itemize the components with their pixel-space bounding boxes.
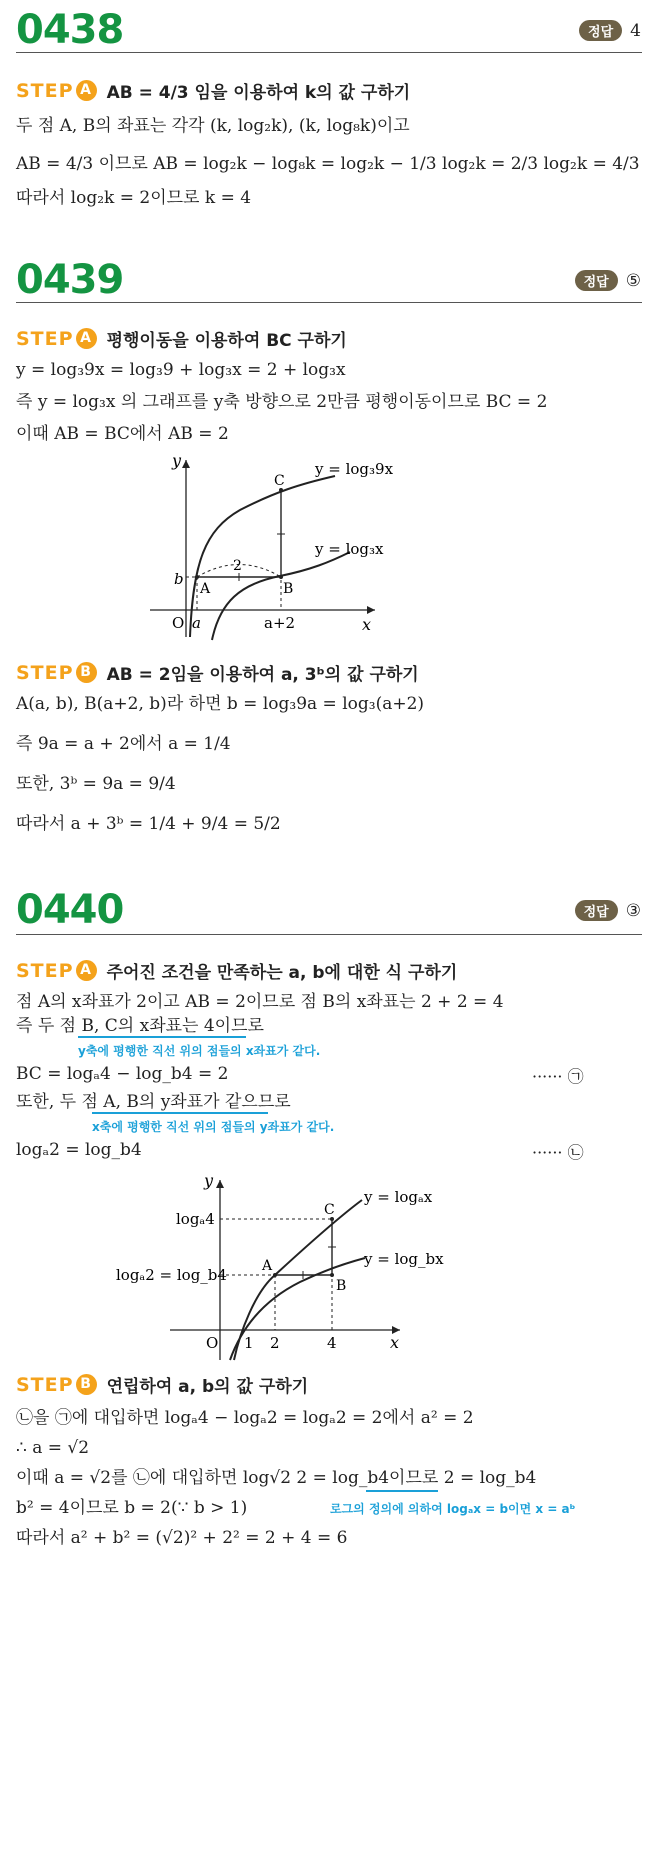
point-b-dot [279, 575, 283, 579]
step-title: 주어진 조건을 만족하는 a, b에 대한 식 구하기 [106, 963, 458, 983]
text-line: 점 A의 x좌표가 2이고 AB = 2이므로 점 B의 x좌표는 2 + 2 = 4 [16, 992, 504, 1012]
point-b-dot [330, 1273, 334, 1277]
divider [16, 52, 642, 53]
text-line: 또한, 두 점 A, B의 y좌표가 같으므로 [16, 1092, 291, 1112]
curve-log3-9x [190, 476, 335, 637]
step-heading [16, 958, 457, 983]
text-line: 이때 a = √2를 ㉡에 대입하면 log√2 2 = log_b4이므로 2 = log_b4 [16, 1468, 537, 1488]
origin-label: O [172, 614, 185, 632]
step-heading [16, 1372, 308, 1397]
note: x축에 평행한 직선 위의 점들의 y좌표가 같다. [92, 1120, 335, 1134]
step-title: AB = 2임을 이용하여 a, 3ᵇ의 값 구하기 [106, 665, 419, 685]
y-axis-arrow [182, 460, 190, 468]
step-label: STEP B [16, 1374, 97, 1396]
step-label: STEP A [16, 960, 97, 982]
y-label-top: logₐ4 [176, 1210, 215, 1228]
x-axis-arrow [367, 606, 375, 614]
tick4-label: 4 [327, 1334, 337, 1352]
step-heading [16, 660, 419, 685]
text-line: 즉 두 점 B, C의 x좌표는 4이므로 [16, 1016, 264, 1036]
y-label-mid: logₐ2 = log_b4 [116, 1266, 227, 1284]
origin-label: O [206, 1334, 219, 1352]
text-line: 즉 9a = a + 2에서 a = 1/4 [16, 734, 231, 754]
divider [16, 934, 642, 935]
text-line: 두 점 A, B의 좌표는 각각 (k, log₂k), (k, log₈k)이고 [16, 116, 410, 136]
answer-value: ⑤ [625, 270, 641, 291]
text-line: 따라서 a + 3ᵇ = 1/4 + 9/4 = 5/2 [16, 814, 281, 834]
point-a-dot [273, 1273, 277, 1277]
point-a-dot [195, 575, 199, 579]
text-line: A(a, b), B(a+2, b)라 하면 b = log₃9a = log₃(a+2) [16, 694, 425, 714]
curve2-label: y = log₃x [315, 540, 384, 558]
equation-mark: ······ ㉠ [532, 1067, 584, 1086]
point-a-label: A [200, 581, 211, 597]
answer-0438 [579, 20, 641, 41]
divider [16, 302, 642, 303]
y-axis-label: y [172, 452, 182, 470]
text-line: 즉 y = log₃x 의 그래프를 y축 방향으로 2만큼 평행이동이므로 BC = 2 [16, 392, 548, 412]
text-line: 또한, 3ᵇ = 9a = 9/4 [16, 774, 176, 794]
text-line: b² = 4이므로 b = 2(∵ b > 1) [16, 1498, 248, 1518]
point-b-label: B [283, 581, 294, 597]
text-line: ㉡을 ㉠에 대입하면 logₐ4 − logₐ2 = logₐ2 = 2에서 a² = 2 [16, 1408, 474, 1428]
step-title: AB = 4/3 임을 이용하여 k의 값 구하기 [106, 83, 411, 103]
curve2-label: y = log_bx [364, 1250, 444, 1268]
step-title: 평행이동을 이용하여 BC 구하기 [106, 331, 347, 351]
step-badge: B [76, 1374, 97, 1395]
x-axis-label: x [362, 615, 372, 634]
step-label: STEP A [16, 328, 97, 350]
text-line: 이때 AB = BC에서 AB = 2 [16, 424, 229, 444]
curve1-label: y = logₐx [364, 1188, 433, 1206]
answer-value: ③ [625, 900, 641, 921]
underline [366, 1490, 438, 1492]
problem-number-0440: 0440 [16, 887, 124, 933]
note: 로그의 정의에 의하여 logₐx = b이면 x = aᵇ [330, 1502, 576, 1516]
answer-tag: 정답 [579, 20, 622, 41]
step-badge: A [76, 328, 97, 349]
answer-0439 [575, 270, 641, 291]
step-heading [16, 326, 347, 351]
y-axis-arrow [216, 1180, 224, 1188]
curve1-label: y = log₃9x [315, 460, 394, 478]
point-b-label: B [336, 1278, 347, 1294]
point-c-label: C [324, 1202, 335, 1218]
step-badge: A [76, 960, 97, 981]
a2-label: a+2 [264, 614, 296, 632]
point-a-label: A [262, 1258, 273, 1274]
problem-number-0439: 0439 [16, 257, 124, 303]
note: y축에 평행한 직선 위의 점들의 x좌표가 같다. [78, 1044, 321, 1058]
text-line: ∴ a = √2 [16, 1438, 90, 1458]
step-label: STEP A [16, 80, 97, 102]
text-line: y = log₃9x = log₃9 + log₃x = 2 + log₃x [16, 360, 346, 380]
step-badge: A [76, 80, 97, 101]
point-c-label: C [274, 473, 285, 489]
b-label: b [174, 570, 184, 588]
step-badge: B [76, 662, 97, 683]
answer-tag: 정답 [575, 900, 618, 921]
underline [92, 1112, 268, 1114]
graph-0439 [150, 452, 450, 642]
text-line: AB = 4/3 이므로 AB = log₂k − log₈k = log₂k − 1/3 log₂k = 2/3 log₂k = 4/3 [16, 154, 640, 174]
step-title: 연립하여 a, b의 값 구하기 [106, 1377, 309, 1397]
x-axis-label: x [390, 1333, 400, 1352]
step-heading [16, 78, 410, 103]
underline [78, 1036, 246, 1038]
equation-mark: ······ ㉡ [532, 1143, 584, 1162]
y-axis-label: y [204, 1172, 214, 1190]
answer-0440 [575, 900, 641, 921]
step-label: STEP B [16, 662, 97, 684]
problem-number-0438: 0438 [16, 7, 124, 53]
tick2-label: 2 [270, 1334, 280, 1352]
answer-tag: 정답 [575, 270, 618, 291]
text-line: BC = logₐ4 − log_b4 = 2 [16, 1064, 229, 1084]
text-line: 따라서 log₂k = 2이므로 k = 4 [16, 188, 252, 208]
tick1-label: 1 [244, 1334, 254, 1352]
dist-label: 2 [233, 558, 242, 574]
text-line: logₐ2 = log_b4 [16, 1140, 142, 1160]
a-label: a [192, 614, 201, 632]
answer-value: 4 [630, 20, 641, 41]
text-line: 따라서 a² + b² = (√2)² + 2² = 2 + 4 = 6 [16, 1528, 348, 1548]
graph-0440 [100, 1172, 460, 1362]
